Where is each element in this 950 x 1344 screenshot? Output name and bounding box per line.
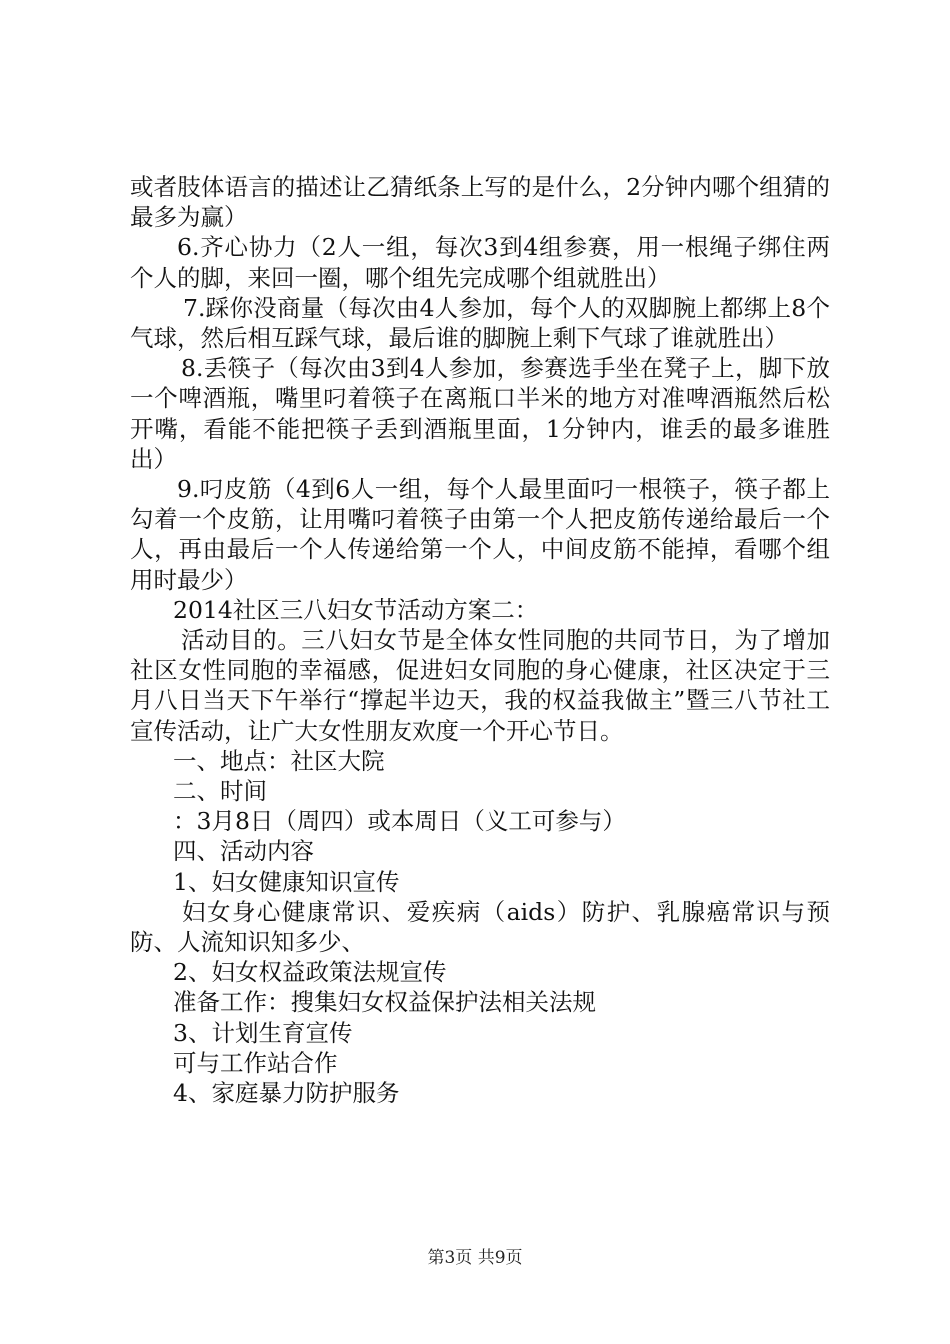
paragraph-health-heading: 1、妇女健康知识宣传 bbox=[173, 867, 400, 896]
page-number-footer: 第3页 共9页 bbox=[427, 1248, 523, 1268]
paragraph-item-8: 8.丢筷子（每次由3到4人参加，参赛选手坐在凳子上，脚下放一个啤酒瓶，嘴里叼着筷子在离瓶口半米的地方对准啤酒瓶然后松开嘴，看能不能把筷子丢到酒瓶里面，1分钟内，谁丢的最多谁胜出） bbox=[130, 354, 830, 473]
paragraph-location: 一、地点：社区大院 bbox=[173, 746, 385, 775]
paragraph-guessing-rule-end: 或者肢体语言的描述让乙猜纸条上写的是什么，2分钟内哪个组猜的最多为赢） bbox=[130, 173, 830, 232]
paragraph-item-9: 9.叼皮筋（4到6人一组，每个人最里面叼一根筷子，筷子都上勾着一个皮筋，让用嘴叼着筷子由第一个人把皮筋传递给最后一个人，再由最后一个人传递给第一个人，中间皮筋不能掉，看哪个组用时最少） bbox=[130, 475, 830, 594]
paragraph-item-6: 6.齐心协力（2人一组，每次3到4组参赛，用一根绳子绑住两个人的脚，来回一圈，哪个组先完成哪个组就胜出） bbox=[130, 233, 830, 292]
paragraph-family-planning-detail: 可与工作站合作 bbox=[173, 1048, 338, 1077]
paragraph-activity-purpose: 活动目的。三八妇女节是全体女性同胞的共同节日，为了增加社区女性同胞的幸福感，促进妇女同胞的身心健康，社区决定于三月八日当天下午举行“撑起半边天，我的权益我做主”暨三八节社工宣传活动，让广大女性朋友欢度一个开心节日。 bbox=[130, 626, 830, 745]
paragraph-rights-prep: 准备工作：搜集妇女权益保护法相关法规 bbox=[173, 988, 596, 1017]
paragraph-family-planning-heading: 3、计划生育宣传 bbox=[173, 1018, 353, 1047]
paragraph-health-detail: 妇女身心健康常识、爱疾病（aids）防护、乳腺癌常识与预防、人流知识知多少、 bbox=[130, 897, 830, 957]
document-body bbox=[130, 172, 830, 1108]
paragraph-content-heading: 四、活动内容 bbox=[173, 837, 314, 866]
paragraph-rights-heading: 2、妇女权益政策法规宣传 bbox=[173, 958, 447, 987]
paragraph-time-detail: ：3月8日（周四）或本周日（义工可参与） bbox=[173, 807, 626, 836]
paragraph-plan-two-title: 2014社区三八妇女节活动方案二： bbox=[173, 595, 539, 624]
paragraph-time-heading: 二、时间 bbox=[173, 777, 267, 806]
paragraph-item-7: 7.踩你没商量（每次由4人参加，每个人的双脚腕上都绑上8个气球，然后相互踩气球，最后谁的脚腕上剩下气球了谁就胜出） bbox=[130, 293, 830, 353]
paragraph-domestic-violence-heading: 4、家庭暴力防护服务 bbox=[173, 1079, 400, 1108]
